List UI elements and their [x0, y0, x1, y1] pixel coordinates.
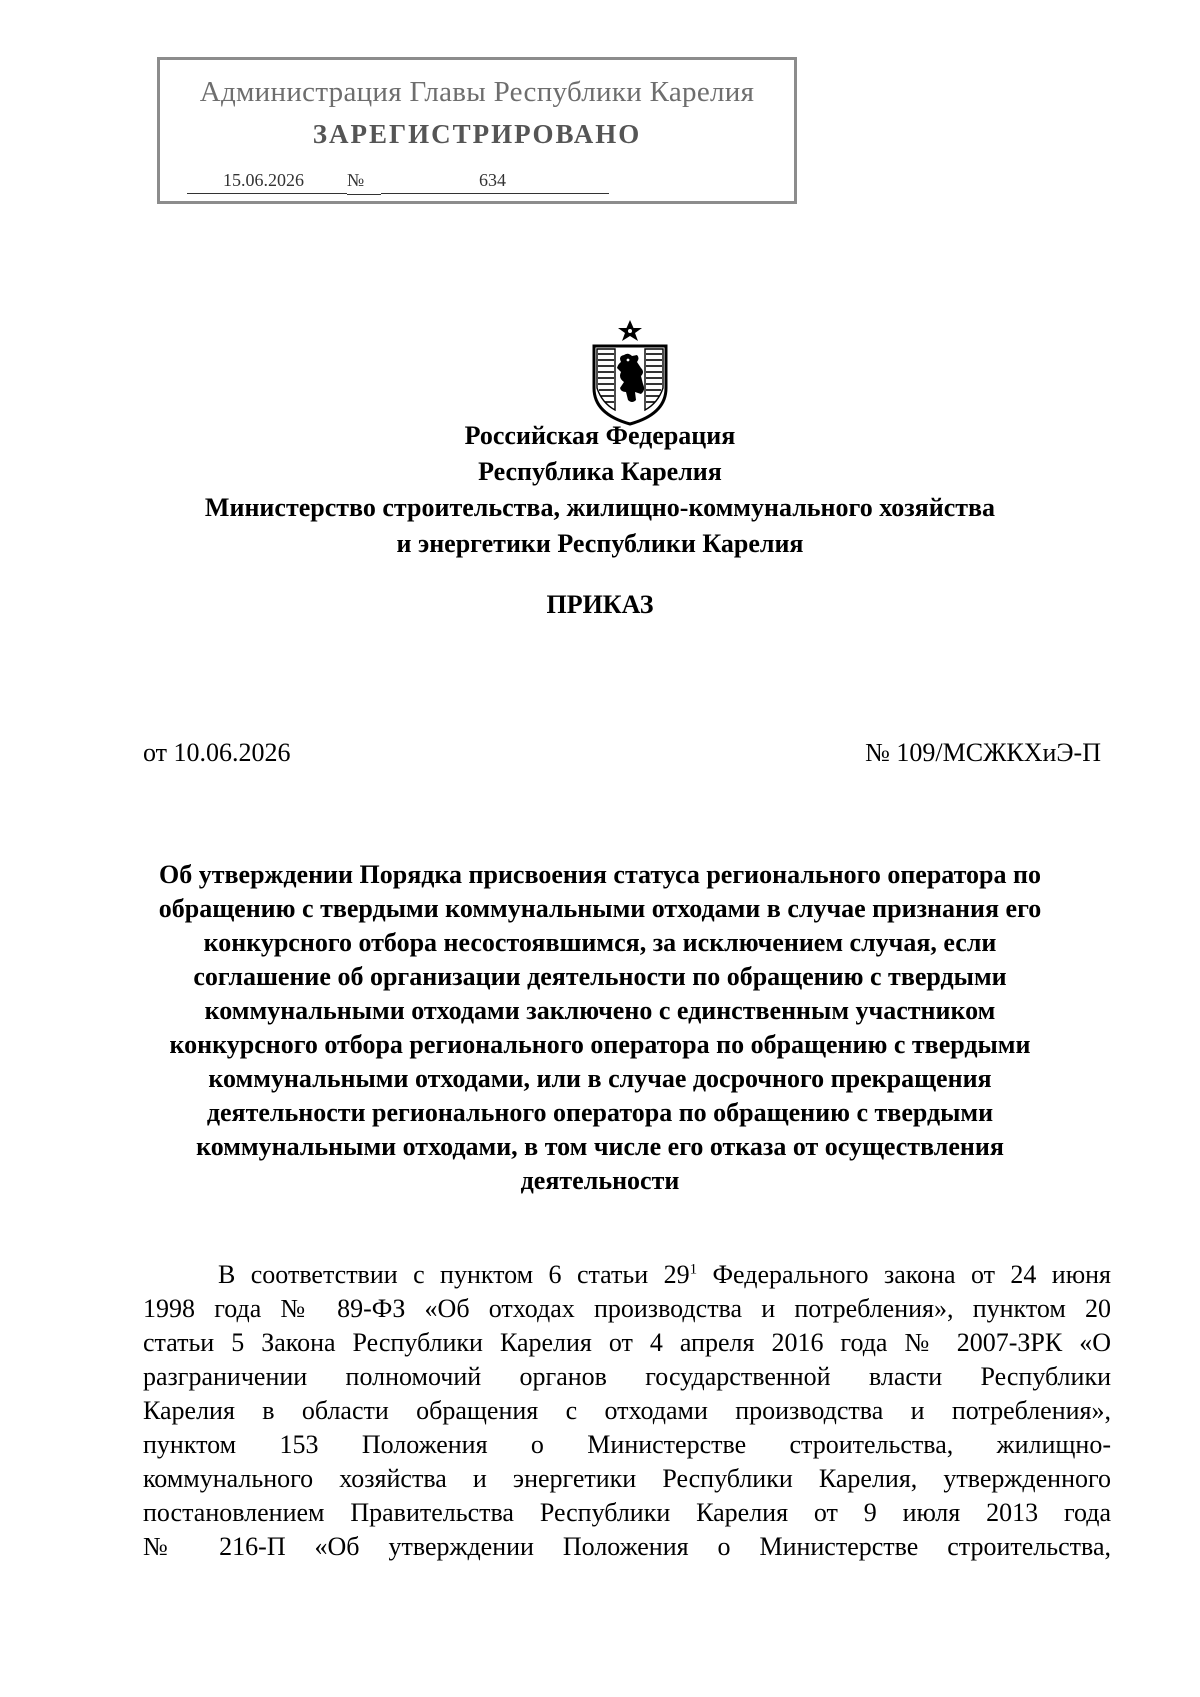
- subject-line: деятельности регионального оператора по обращению с твердыми: [206, 1098, 994, 1127]
- body-line: пунктом 153 Положения о Министерстве строительства, жилищно-: [143, 1430, 1111, 1459]
- karelia-coat-of-arms-icon: [588, 318, 672, 426]
- order-number: № 109/МСЖКХиЭ-П: [865, 738, 1101, 767]
- subject-line: обращению с твердыми коммунальными отходами в случае признания его: [158, 894, 1042, 923]
- order-subject: [130, 858, 1070, 1198]
- header-ministry-cont: и энергетики Республики Карелия: [396, 529, 804, 558]
- stamp-date: 15.06.2026: [187, 170, 347, 194]
- body-paragraph: [143, 1258, 1111, 1564]
- stamp-number-label: №: [347, 170, 381, 195]
- header-republic: Республика Карелия: [478, 457, 722, 486]
- body-line: Карелия в области обращения с отходами производства и потребления»,: [143, 1396, 1111, 1425]
- subject-line: коммунальными отходами заключено с единственным участником: [204, 996, 996, 1025]
- subject-line: деятельности: [520, 1166, 680, 1195]
- body-line: постановлением Правительства Республики Карелия от 9 июля 2013 года: [143, 1498, 1111, 1527]
- body-line: [143, 1258, 1111, 1292]
- subject-line: коммунальными отходами, или в случае досрочного прекращения: [208, 1064, 992, 1093]
- body-text-segment: Федерального закона от 24 июня: [697, 1260, 1111, 1289]
- body-text-segment: В соответствии с пунктом 6 статьи 29: [218, 1260, 690, 1289]
- document-type: ПРИКАЗ: [546, 590, 654, 619]
- body-line: № 216-П «Об утверждении Положения о Министерстве строительства,: [143, 1532, 1111, 1561]
- body-line: 1998 года № 89-ФЗ «Об отходах производства и потребления», пунктом 20: [143, 1294, 1111, 1323]
- order-date: от 10.06.2026: [143, 738, 291, 767]
- registration-stamp: [157, 57, 797, 204]
- subject-line: конкурсного отбора регионального оператора по обращению с твердыми: [169, 1030, 1031, 1059]
- header-country: Российская Федерация: [464, 421, 736, 450]
- body-line: статьи 5 Закона Республики Карелия от 4 апреля 2016 года № 2007-ЗРК «О: [143, 1328, 1111, 1357]
- stamp-organization: Администрация Главы Республики Карелия: [199, 76, 755, 108]
- stamp-number: 634: [381, 170, 609, 194]
- subject-line: конкурсного отбора несостоявшимся, за исключением случая, если: [203, 928, 997, 957]
- superscript: 1: [689, 1261, 698, 1278]
- stamp-status: ЗАРЕГИСТРИРОВАНО: [312, 119, 642, 149]
- body-line: разграничении полномочий органов государственной власти Республики: [143, 1362, 1111, 1391]
- subject-line: Об утверждении Порядка присвоения статуса регионального оператора по: [159, 860, 1041, 889]
- subject-line: коммунальными отходами, в том числе его отказа от осуществления: [196, 1132, 1004, 1161]
- subject-line: соглашение об организации деятельности по обращению с твердыми: [193, 962, 1007, 991]
- header-ministry: Министерство строительства, жилищно-коммунального хозяйства: [204, 493, 996, 522]
- body-line: коммунального хозяйства и энергетики Республики Карелия, утвержденного: [143, 1464, 1111, 1493]
